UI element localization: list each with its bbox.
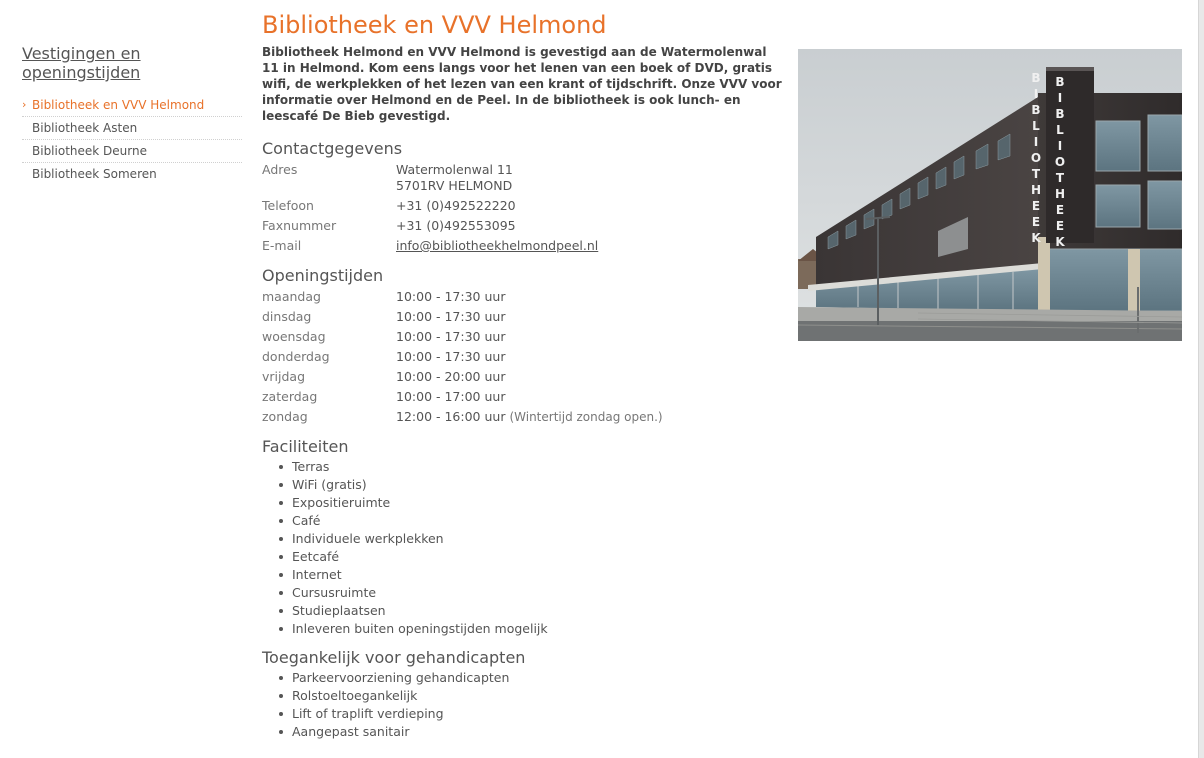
list-item: Eetcafé	[292, 548, 782, 566]
building-sign	[1024, 71, 1048, 247]
fax-label: Faxnummer	[262, 218, 337, 233]
intro-text: Bibliotheek Helmond en VVV Helmond is gevestigd aan de Watermolenwal 11 in Helmond. Kom eens langs voor het lenen van een boek of DVD, gratis wifi, de werkplekken of het lezen van een krant of tijdschrift. Onze VVV voor informatie over Helmond en de Peel. In de bibliotheek is ook lunch- en leescafé De Bieb gevestigd.	[262, 45, 782, 123]
accessibility-heading: Toegankelijk voor gehandicapten	[262, 648, 526, 667]
list-item: Internet	[292, 566, 782, 584]
time-value: 10:00 - 17:30 uur	[396, 349, 506, 364]
day-label: woensdag	[262, 329, 326, 344]
main-content	[262, 10, 782, 751]
hours-row	[262, 407, 782, 427]
facilities-heading: Faciliteiten	[262, 437, 349, 456]
sidebar-item-label: Bibliotheek Asten	[32, 121, 138, 135]
contact-heading: Contactgegevens	[262, 139, 403, 158]
list-item: Studieplaatsen	[292, 602, 782, 620]
hours-table	[262, 287, 782, 427]
time-value: 10:00 - 17:30 uur	[396, 289, 506, 304]
time-value: 10:00 - 17:00 uur	[396, 389, 506, 404]
sign-text: BIBLIOTHEEK	[1053, 75, 1067, 251]
email-row	[262, 236, 782, 256]
phone-value: +31 (0)492522220	[396, 198, 516, 213]
sidebar-list	[22, 94, 242, 185]
list-item: Parkeervoorziening gehandicapten	[292, 669, 782, 687]
page-frame-edge	[1198, 0, 1204, 758]
list-item: Terras	[292, 458, 782, 476]
email-link[interactable]: info@bibliotheekhelmondpeel.nl	[396, 238, 599, 253]
list-item: Rolstoeltoegankelijk	[292, 687, 782, 705]
facilities-list	[262, 458, 782, 638]
time-value: 10:00 - 20:00 uur	[396, 369, 506, 384]
accessibility-section	[262, 648, 782, 741]
sidebar-item-label: Bibliotheek en VVV Helmond	[32, 98, 205, 112]
list-item: Lift of traplift verdieping	[292, 705, 782, 723]
phone-label: Telefoon	[262, 198, 314, 213]
time-value	[396, 407, 663, 427]
day-label: donderdag	[262, 349, 330, 364]
list-item: Expositieruimte	[292, 494, 782, 512]
day-label: vrijdag	[262, 369, 306, 384]
building-sign-secondary	[1048, 75, 1072, 251]
sidebar	[22, 44, 242, 185]
accessibility-list	[262, 669, 782, 741]
contact-table	[262, 160, 782, 256]
sign-text: BIBLIOTHEEK	[1029, 71, 1043, 247]
fax-value: +31 (0)492553095	[396, 218, 516, 233]
hours-row	[262, 387, 782, 407]
address-line-2: 5701RV HELMOND	[396, 178, 513, 193]
hours-row	[262, 327, 782, 347]
sidebar-item-label: Bibliotheek Someren	[32, 167, 157, 181]
sidebar-item-deurne[interactable]	[22, 140, 242, 163]
list-item: Cursusruimte	[292, 584, 782, 602]
email-label: E-mail	[262, 238, 302, 253]
hours-note: (Wintertijd zondag open.)	[509, 410, 663, 424]
list-item: Inleveren buiten openingstijden mogelijk	[292, 620, 782, 638]
fax-row	[262, 216, 782, 236]
phone-row	[262, 196, 782, 216]
sidebar-item-someren[interactable]	[22, 163, 242, 185]
sidebar-item-helmond[interactable]	[22, 94, 242, 117]
library-building-photo	[798, 49, 1182, 341]
sidebar-item-asten[interactable]	[22, 117, 242, 140]
address-row	[262, 160, 782, 196]
list-item: WiFi (gratis)	[292, 476, 782, 494]
list-item: Aangepast sanitair	[292, 723, 782, 741]
time-value: 10:00 - 17:30 uur	[396, 329, 506, 344]
list-item: Individuele werkplekken	[292, 530, 782, 548]
hours-section	[262, 266, 782, 427]
day-label: zondag	[262, 409, 308, 424]
hours-row	[262, 307, 782, 327]
building-illustration	[798, 49, 1182, 341]
list-item: Café	[292, 512, 782, 530]
time-text: 12:00 - 16:00 uur	[396, 409, 506, 424]
sidebar-title[interactable]: Vestigingen en openingstijden	[22, 44, 141, 82]
contact-section	[262, 139, 782, 256]
day-label: maandag	[262, 289, 321, 304]
day-label: zaterdag	[262, 389, 318, 404]
address-value	[396, 160, 513, 196]
sidebar-item-label: Bibliotheek Deurne	[32, 144, 147, 158]
hours-row	[262, 367, 782, 387]
hours-row	[262, 287, 782, 307]
day-label: dinsdag	[262, 309, 312, 324]
chevron-right-icon: ›	[22, 98, 27, 111]
hours-heading: Openingstijden	[262, 266, 384, 285]
address-label: Adres	[262, 162, 298, 177]
hours-row	[262, 347, 782, 367]
page-title: Bibliotheek en VVV Helmond	[262, 11, 607, 39]
time-value: 10:00 - 17:30 uur	[396, 309, 506, 324]
facilities-section	[262, 437, 782, 638]
address-line-1: Watermolenwal 11	[396, 162, 513, 177]
